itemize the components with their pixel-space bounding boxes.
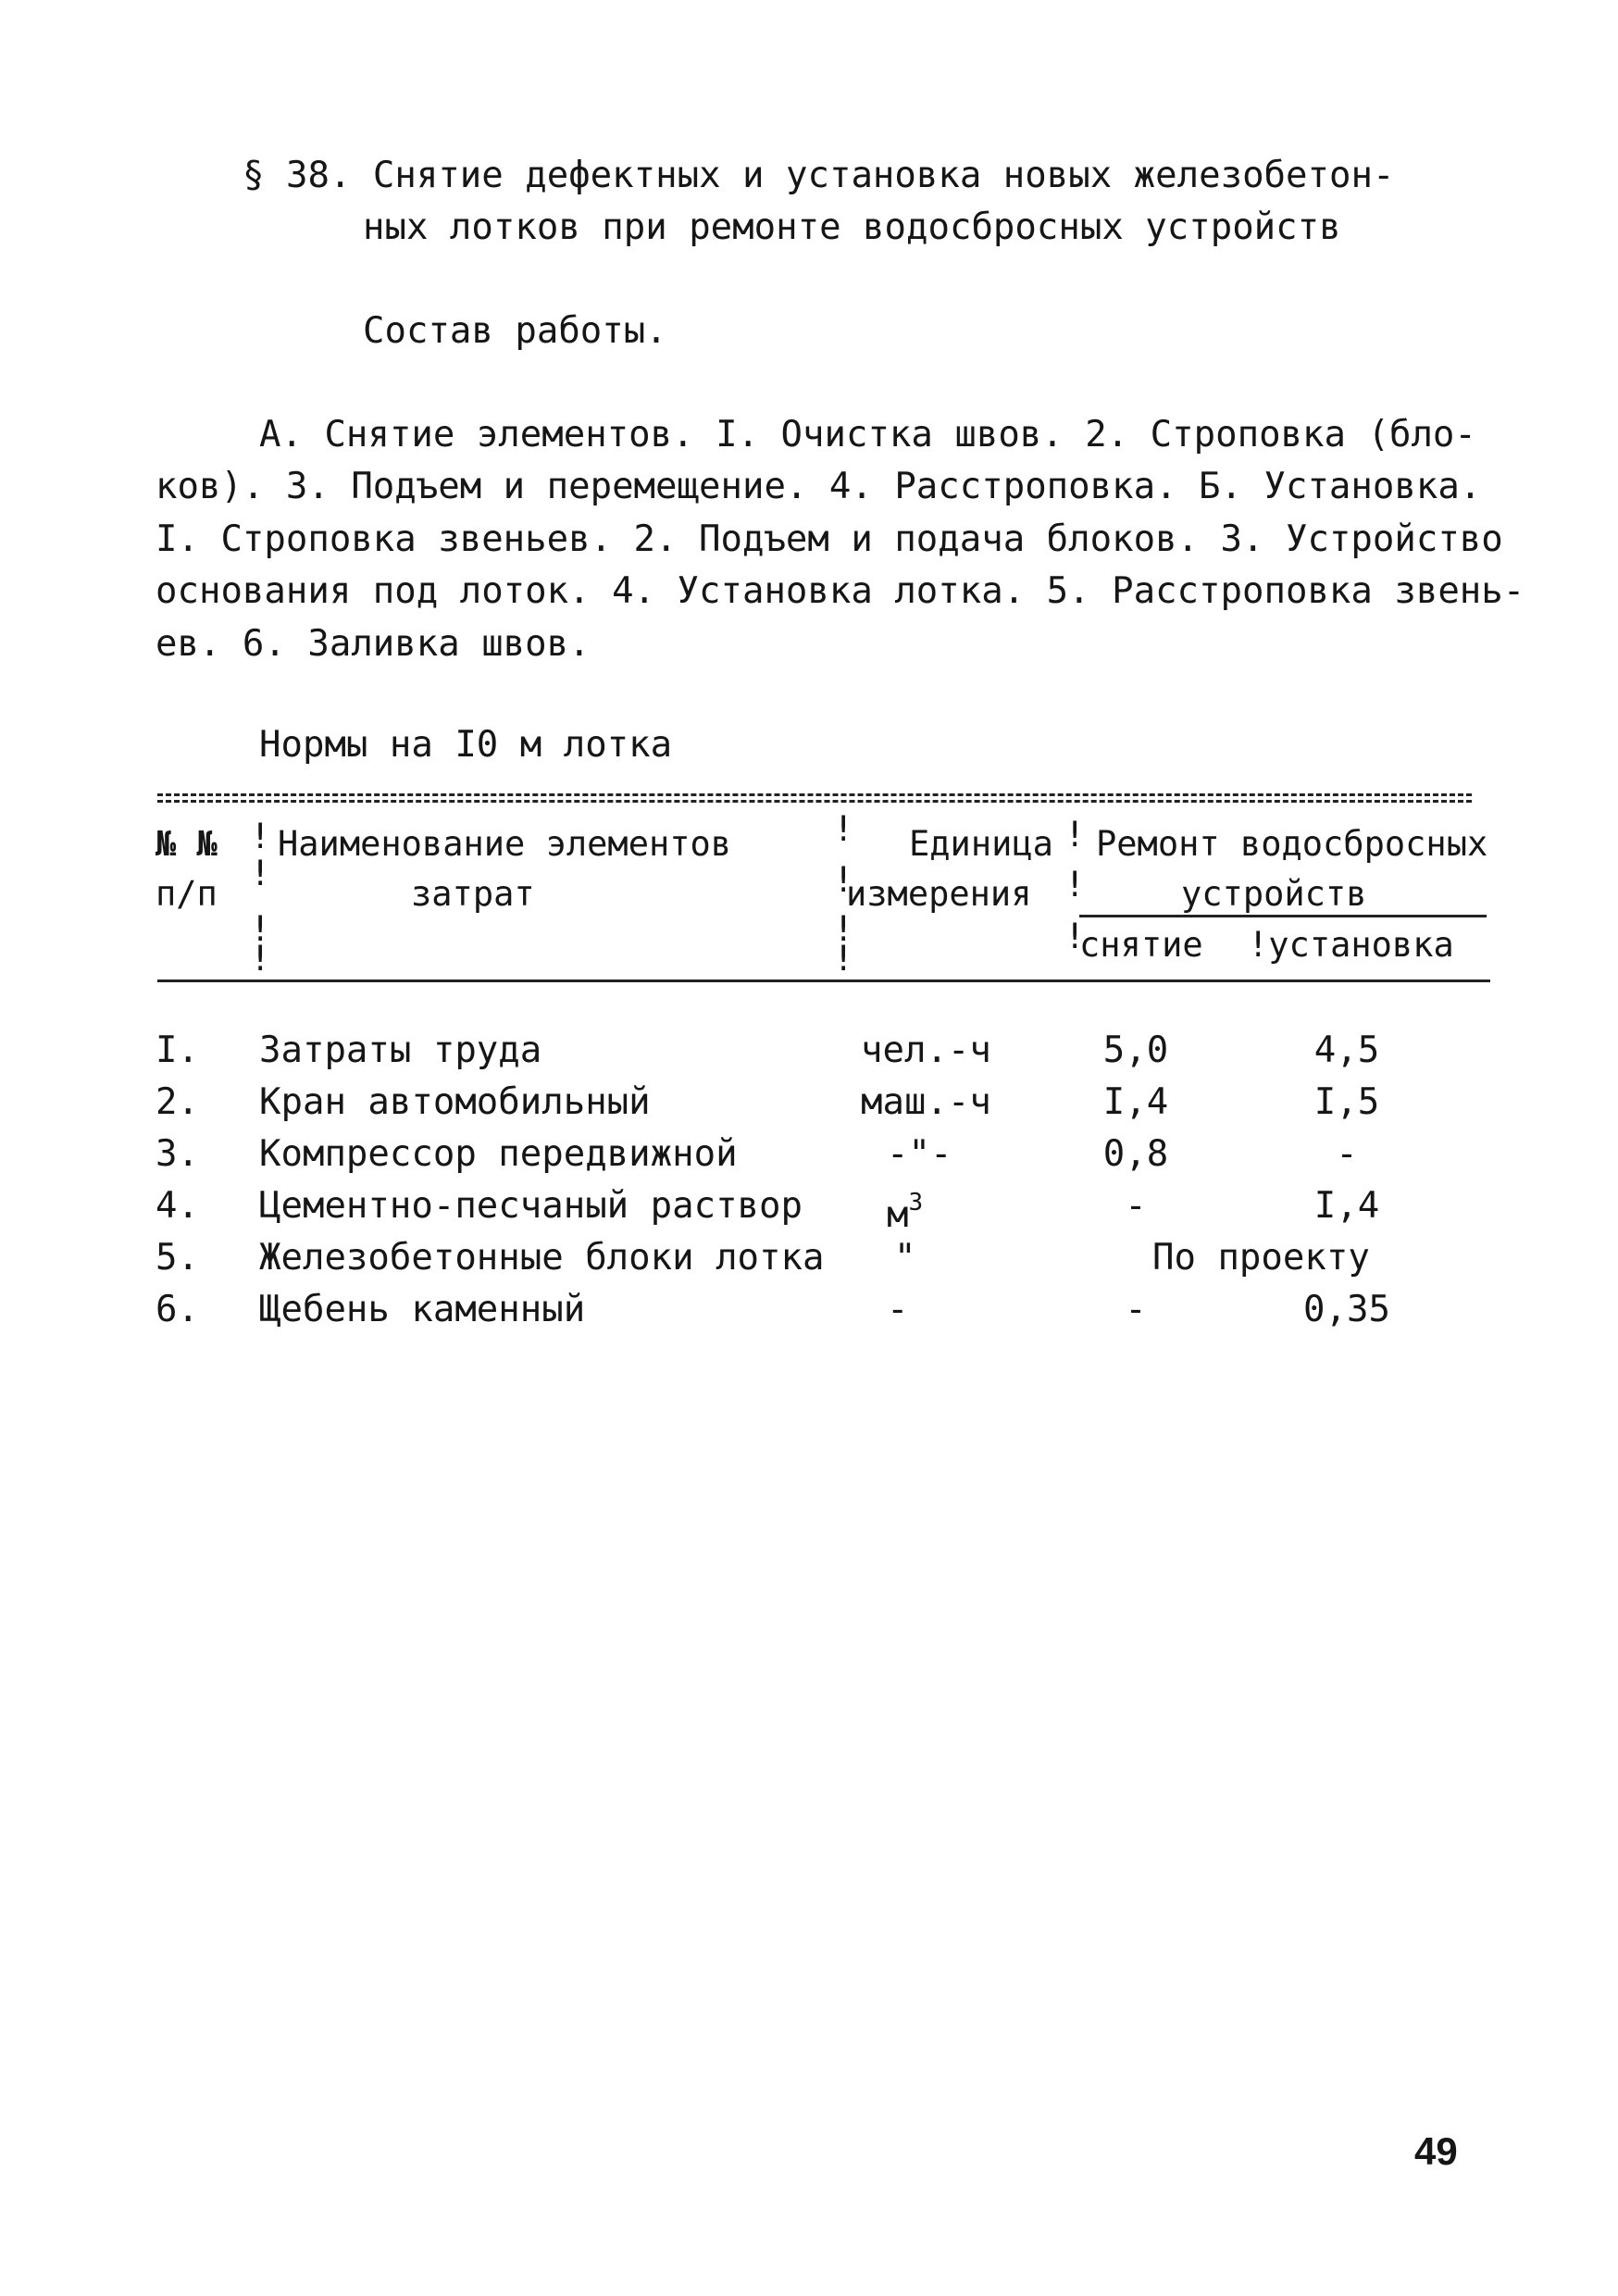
row-install: 4,5: [1313, 1029, 1380, 1071]
header-name-sub: затрат: [411, 874, 535, 914]
work-composition-title: Состав работы.: [363, 310, 667, 352]
row-unit: маш.-ч: [861, 1081, 991, 1123]
row-name: Железобетонные блоки лотка: [259, 1237, 825, 1279]
row-name: Щебень каменный: [259, 1289, 586, 1330]
row-unit: ": [894, 1237, 916, 1279]
row-number: 3.: [156, 1133, 199, 1175]
row-removal: 5,0: [1102, 1029, 1169, 1071]
row-unit: -: [887, 1289, 909, 1330]
work-composition-line-4: основания под лоток. 4. Установка лотка. 5. Расстроповка звень-: [156, 570, 1525, 612]
group-underline: [1079, 915, 1487, 917]
norms-caption: Нормы на I0 м лотка: [259, 724, 673, 766]
section-heading-line-2: ных лотков при ремонте водосбросных устройств: [363, 206, 1341, 248]
row-install: -: [1336, 1133, 1358, 1175]
header-bottom-rule: [157, 980, 1490, 982]
row-number: 5.: [156, 1237, 199, 1279]
work-composition-line-3: I. Строповка звеньев. 2. Подъем и подача блоков. 3. Устройство: [156, 518, 1503, 560]
table-top-rule: [157, 793, 1472, 796]
header-removal: снятие: [1079, 925, 1203, 965]
row-unit: чел.-ч: [861, 1029, 991, 1071]
row-number: 6.: [156, 1289, 199, 1330]
separator-mark: !: [250, 939, 271, 979]
row-removal: -: [1125, 1289, 1147, 1330]
header-group-label: Ремонт водосбросных: [1096, 824, 1488, 864]
separator-mark: !: [833, 939, 854, 979]
table-top-rule-2: [157, 800, 1472, 803]
row-name: Компрессор передвижной: [259, 1133, 738, 1175]
row-removal: I,4: [1102, 1081, 1169, 1123]
header-name-label: Наименование элементов: [278, 824, 732, 864]
row-spanning-value: По проекту: [1152, 1237, 1370, 1279]
row-number: 4.: [156, 1185, 199, 1227]
row-number: 2.: [156, 1081, 199, 1123]
row-name: Кран автомобильный: [259, 1081, 651, 1123]
separator-mark: !: [833, 909, 854, 949]
separator-mark: !: [1064, 917, 1086, 956]
row-unit: -"-: [887, 1133, 952, 1175]
separator-mark: !: [250, 854, 271, 893]
header-group-sub: устройств: [1181, 874, 1367, 914]
header-number-sub: п/п: [156, 874, 218, 914]
header-number-label: № №: [156, 824, 218, 864]
row-install: I,5: [1313, 1081, 1380, 1123]
separator-mark: !: [833, 860, 854, 900]
separator-mark: !: [1064, 865, 1086, 905]
row-name: Цементно-песчаный раствор: [259, 1185, 803, 1227]
row-install: 0,35: [1303, 1289, 1390, 1330]
row-unit: $м^3$: [887, 1189, 924, 1236]
header-unit-label: Единица: [909, 824, 1053, 864]
separator-mark: !: [833, 809, 854, 849]
row-removal: 0,8: [1102, 1133, 1169, 1175]
unit-superscript: 3: [908, 1189, 924, 1217]
separator-mark: !: [250, 909, 271, 949]
row-removal: -: [1125, 1185, 1147, 1227]
work-composition-line-5: ев. 6. Заливка швов.: [156, 623, 591, 665]
work-composition-line-2: ков). 3. Подъем и перемещение. 4. Расстроповка. Б. Установка.: [156, 466, 1482, 507]
header-install: !установка: [1248, 925, 1454, 965]
row-name: Затраты труда: [259, 1029, 542, 1071]
work-composition-line-1: А. Снятие элементов. I. Очистка швов. 2. Строповка (бло-: [259, 414, 1476, 455]
header-unit-sub: измерения: [846, 874, 1032, 914]
section-heading-line-1: § 38. Снятие дефектных и установка новых железобетон-: [243, 155, 1395, 196]
page-number: 49: [1414, 2129, 1458, 2173]
row-number: I.: [156, 1029, 199, 1071]
row-install: I,4: [1313, 1185, 1380, 1227]
separator-mark: !: [250, 817, 271, 856]
separator-mark: !: [1064, 815, 1086, 855]
